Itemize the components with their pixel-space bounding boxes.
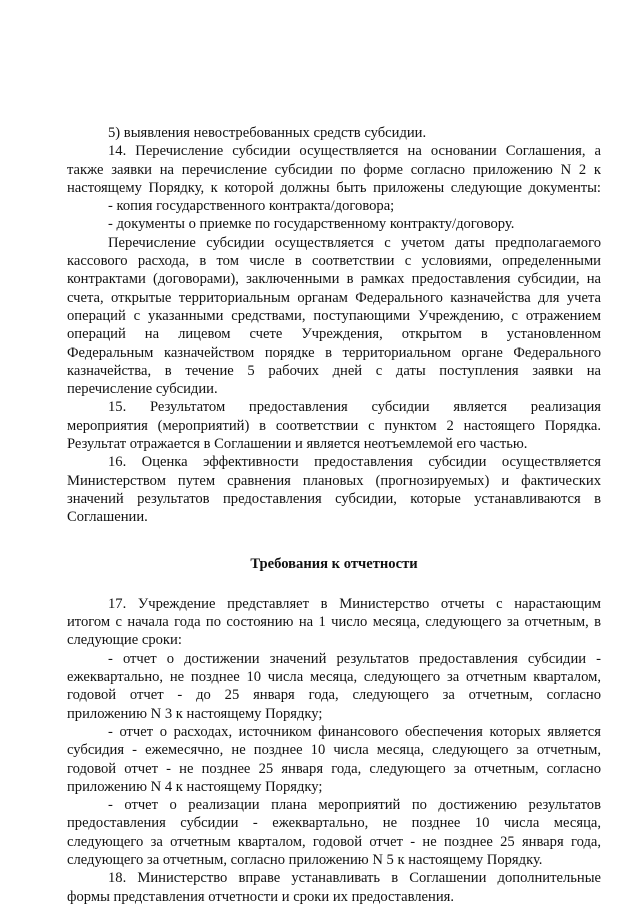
text-line: Перечисление субсидии осуществляется с учетом даты предполагаемого bbox=[108, 234, 601, 251]
list-item: - документы о приемке по государственному контракту/договору. bbox=[108, 216, 515, 233]
paragraph-18-line: 18. Министерство вправе устанавливать в Соглашении дополнительные bbox=[108, 870, 601, 887]
text-line: следующего за отчетным кварталом, годовой отчет - не позднее 25 января года, bbox=[67, 833, 601, 850]
text-line: ежеквартально, не позднее 10 числа месяца, следующего за отчетным кварталом, bbox=[67, 669, 601, 686]
text-line: предоставления субсидии - ежеквартально, не позднее 10 числа месяца, bbox=[67, 815, 601, 832]
text-line: приложению N 4 к настоящему Порядку; bbox=[67, 778, 323, 795]
paragraph-15-line: 15. Результатом предоставления субсидии является реализация bbox=[108, 399, 601, 416]
section-heading: Требования к отчетности bbox=[250, 555, 418, 572]
text-line: субсидия - ежемесячно, не позднее 10 числа месяца, следующего за отчетным, bbox=[67, 742, 601, 759]
paragraph-14-line: 14. Перечисление субсидии осуществляется на основании Соглашения, а bbox=[108, 143, 601, 160]
text-line: казначейства, в течение 5 рабочих дней с даты поступления заявки на bbox=[67, 362, 601, 379]
text-line: кассового расхода, в том числе в соответствии с условиями, определенными bbox=[67, 253, 601, 270]
text-line: операций с указанными средствами, поступающими Учреждению, с отражением bbox=[67, 307, 601, 324]
text-line: значений результатов предоставления субсидии, которые устанавливаются в bbox=[67, 490, 601, 507]
text-line: настоящему Порядку, к которой должны быть приложены следующие документы: bbox=[67, 179, 601, 196]
text-line: формы представления отчетности и сроки их предоставления. bbox=[67, 888, 455, 905]
text-line: счета, открытые территориальным органам Федерального казначейства для учета bbox=[67, 289, 601, 306]
text-line: перечисление субсидии. bbox=[67, 381, 218, 398]
text-line: приложению N 3 к настоящему Порядку; bbox=[67, 705, 323, 722]
text-line: Соглашении. bbox=[67, 509, 148, 526]
text-line: операций на лицевом счете Учреждения, открытом в установленном bbox=[67, 326, 601, 343]
text-line: следующие сроки: bbox=[67, 632, 182, 649]
text-line: итогом с начала года по состоянию на 1 число месяца, следующего за отчетным, в bbox=[67, 614, 601, 631]
text-line: контрактами (договорами), заключенными в рамках предоставления субсидии, на bbox=[67, 271, 601, 288]
list-item: - отчет о достижении значений результатов предоставления субсидии - bbox=[108, 650, 601, 667]
text-line: годовой отчет - до 25 января года, следующего за отчетным, согласно bbox=[67, 687, 601, 704]
text-line: также заявки на перечисление субсидии по форме согласно приложению N 2 к bbox=[67, 161, 601, 178]
text-line: следующего за отчетным, согласно приложению N 5 к настоящему Порядку. bbox=[67, 851, 543, 868]
list-item: - отчет о расходах, источником финансового обеспечения которых является bbox=[108, 723, 601, 740]
spacer bbox=[67, 573, 601, 595]
document-body bbox=[67, 124, 601, 906]
paragraph-17-line: 17. Учреждение представляет в Министерство отчеты с нарастающим bbox=[108, 595, 601, 612]
text-line: мероприятия (мероприятий) в соответствии с пунктом 2 настоящего Порядка. bbox=[67, 417, 601, 434]
paragraph-16-line: 16. Оценка эффективности предоставления субсидии осуществляется bbox=[108, 454, 601, 471]
list-item: - копия государственного контракта/договора; bbox=[108, 198, 395, 215]
text-line: годовой отчет - не позднее 25 января года, следующего за отчетным, согласно bbox=[67, 760, 601, 777]
text-line: 5) выявления невостребованных средств субсидии. bbox=[108, 125, 427, 141]
list-item: - отчет о реализации плана мероприятий по достижению результатов bbox=[108, 797, 601, 814]
text-line: Федеральным казначейством порядке в территориальном органе Федерального bbox=[67, 344, 601, 361]
spacer bbox=[67, 527, 601, 555]
text-line: Министерством путем сравнения плановых (прогнозируемых) и фактических bbox=[67, 472, 601, 489]
text-line: Результат отражается в Соглашении и является неотъемлемой его частью. bbox=[67, 436, 528, 453]
